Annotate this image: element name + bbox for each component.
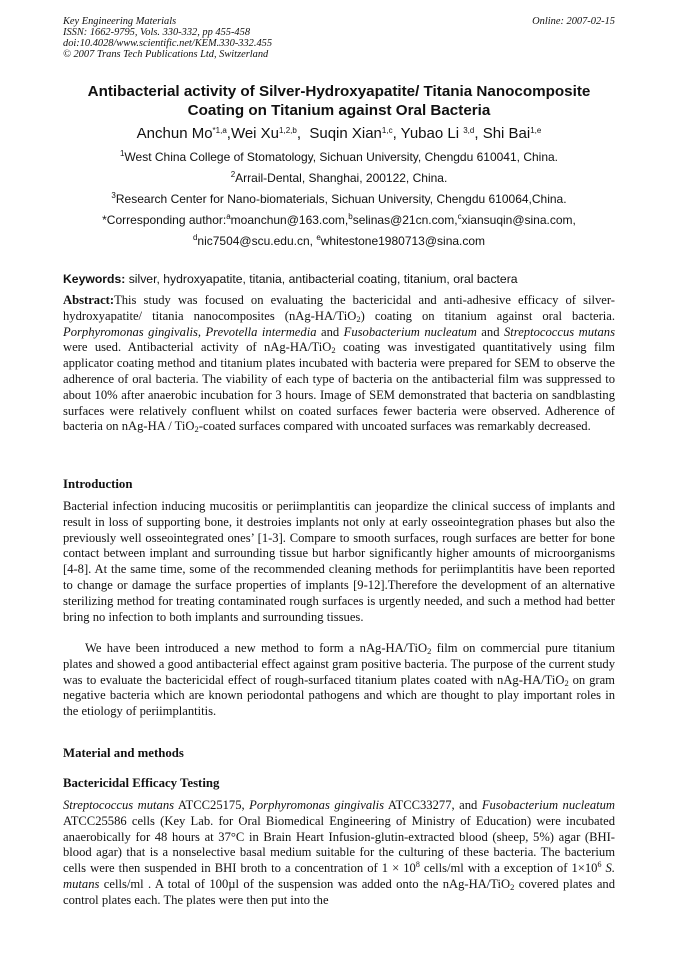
abstract-text: -coated surfaces compared with uncoated surfaces was remarkably decreased. [198,419,591,434]
paper-title [50,82,628,120]
email-link[interactable]: selinas@21cn.com, [352,213,458,227]
species-name: Streptococcus mutans [63,798,175,812]
subscript: 2 [564,677,569,688]
superscript: 6 [597,860,602,870]
keywords-label: Keywords: [63,272,126,286]
affiliation-2 [50,171,628,186]
paragraph-text: covered plates and control plates each. The plates were then put into the [63,876,616,907]
abstract-text: were used. Antibacterial activity of nAg-HA/TiO [63,340,332,355]
corresponding-author [50,213,628,228]
subscript: 2 [510,881,515,892]
email-link[interactable]: xiansuqin@sina.com, [461,213,576,227]
subscript: 2 [427,646,432,656]
subscript: 2 [356,313,361,324]
author-separator: , [296,125,310,142]
keywords-text: silver, hydroxyapatite, titania, antibacterial coating, titanium, oral bactera [125,272,518,286]
affiliation-text: West China College of Stomatology, Sichuan University, Chengdu 610041, China. [124,150,559,164]
abstract-text: coating was investigated quantitatively using film applicator coating method and titanium plates incubated with bacteria were prepared for SEM to observe the adherence of oral bacteria. The viability of each type of bacteria on the antibacterial film was suppressed to about 10% after anaerobic incubation for 3 hours. Image of SEM demonstrated that bacteria on sandblasting surfaces were relatively confluent whilst on coated surfaces fewer bacteria were observed. Adherence of bacteria on nAg-HA / TiO [63,340,615,434]
email-link[interactable]: whitestone1980713@sina.com [320,234,486,248]
author-name: Yubao Li [400,125,464,142]
author-separator: , [474,125,483,142]
affiliation-sup: 2 [230,170,236,179]
email-link[interactable]: moanchun@163.com, [230,213,349,227]
introduction-paragraph-1: Bacterial infection inducing mucositis or periimplantitis can jeopardize the clinical success of implants and result in loss of supporting bone, it destroies implants not only at early osseointegration phases but also the previously well osseointegrated ones’ [1-3]. Compare to smooth surfaces, rough surfaces are better for bone contact between implant and surrounding tissue but harbor significantly higher amounts of microorganisms [4-8]. At the same time, some of the recommended cleaning methods for periimplantitis have been reported to change or damage the surface properties of implants [9-12].Therefore the development of an alternative sterilizing method for treating contaminated rough surfaces is urgently needed, and such a method had better bring no infection to both implants and surrounding tissues. [63,499,615,624]
email-sup: b [348,212,353,221]
section-heading-methods: Material and methods [63,746,184,760]
abstract-text: ) coating on titanium against oral bacteria. [360,308,615,323]
subscript: 2 [194,424,199,435]
author-name: Wei Xu [230,125,280,142]
species-name: Fusobacterium nucleatum [343,324,477,339]
email-link[interactable]: nic7504@scu.edu.cn, [197,234,317,248]
corresponding-emails-2 [50,234,628,249]
email-sup: e [316,233,321,242]
author-list [50,124,628,144]
abstract-text: and [316,324,344,339]
paragraph-text: cells/ml with a exception of 1×10 [419,861,598,876]
species-name: Fusobacterium nucleatum [481,798,616,812]
email-sup: c [457,212,462,221]
affiliation-sup: 1 [119,149,125,158]
abstract-text: and [476,324,504,339]
email-sup: d [192,233,198,242]
introduction-paragraph-2 [63,641,615,720]
paragraph-text: ATCC25175, [174,798,250,812]
title-line-2: Coating on Titanium against Oral Bacteria [187,102,491,119]
online-date: Online: 2007-02-15 [532,16,615,27]
author-affiliation-sup: 1,e [530,126,542,135]
author-separator: , [392,125,401,142]
email-sup: a [226,212,231,221]
issn-line: ISSN: 1662-9795, Vols. 330-332, pp 455-458 [63,27,251,38]
affiliation-3 [50,192,628,207]
paragraph-text: on gram negative bacteria which are known periodontal pathogens and which are thought to play important roles in the etiology of periimplantitis. [63,672,615,719]
affiliation-sup: 3 [111,191,116,200]
abstract-text: This study was focused on evaluating the bactericidal and anti-adhesive efficacy of silver-hydroxyapatite/ titania nanocomposites (nAg-HA/TiO [63,293,615,323]
species-name: S. mutans [63,861,615,891]
paragraph-text: ATCC33277, and [384,798,482,812]
copyright-line: © 2007 Trans Tech Publications Ltd, Switzerland [63,49,269,60]
journal-header [63,16,615,60]
affiliation-1 [50,150,628,165]
doi-line: doi:10.4028/www.scientific.net/KEM.330-332.455 [63,38,273,49]
author-name: Anchun Mo [136,125,213,142]
methods-paragraph-1 [63,798,615,909]
paragraph-text: cells/ml . A total of 100µl of the suspension was added onto the nAg-HA/TiO [99,876,511,891]
author-affiliation-sup: 3,d [463,126,475,135]
abstract-label: Abstract: [63,293,115,307]
author-name: Suqin Xian [309,125,382,142]
author-affiliation-sup: 1,c [381,126,393,135]
title-line-1: Antibacterial activity of Silver-Hydroxyapatite/ Titania Nanocomposite [87,83,591,100]
author-affiliation-sup: 1,2,b [279,126,297,135]
subscript: 2 [331,345,336,356]
paragraph-text: film on commercial pure titanium plates and showed a good antibacterial effect against gram positive bacteria. The purpose of the current study was to evaluate the bactericidal effect of rough-surfaced titanium plates coated with nAg-HA/TiO [63,641,615,687]
paragraph-text: We have been introduced a new method to form a nAg-HA/TiO [85,641,428,655]
species-name: Porphyromonas gingivalis, Prevotella intermedia [63,324,317,339]
paragraph-text: ATCC25586 cells (Key Lab. for Oral Biomedical Engineering of Ministry of Education) were incubated anaerobically for 48 hours at 37°C in Brain Heart Infusion-glutin-extracted blood (sheep, 5%) agar (BHI-blood agar) that is a nonselective basal medium suitable for the culturing of these bacteria. The bacterium cells were then suspended in BHI broth to a concentration of 1 × 10 [63,813,615,876]
author-affiliation-sup: *1,a [212,126,227,135]
keywords [63,271,615,287]
affiliation-text: Arrail-Dental, Shanghai, 200122, China. [235,171,448,185]
author-name: Shi Bai [482,125,531,142]
species-name: Streptococcus mutans [503,324,616,339]
species-name: Porphyromonas gingivalis [249,798,385,812]
section-heading-introduction: Introduction [63,477,133,491]
subsection-heading-bactericidal: Bactericidal Efficacy Testing [63,776,220,790]
abstract [63,293,615,435]
author-separator: , [226,125,231,142]
journal-name: Key Engineering Materials [63,16,177,27]
corresponding-label: *Corresponding author: [102,213,227,227]
superscript: 8 [415,860,420,870]
affiliation-text: Research Center for Nano-biomaterials, Sichuan University, Chengdu 610064,China. [115,192,567,206]
